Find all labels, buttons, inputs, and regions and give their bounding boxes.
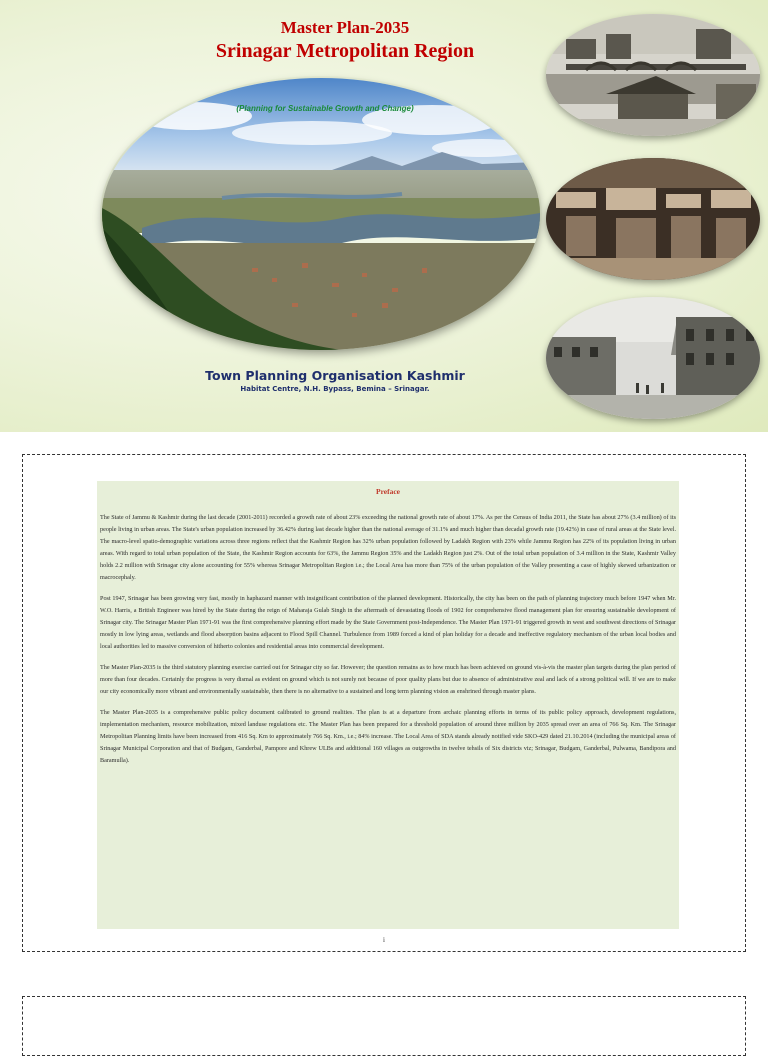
historic-bridge-engraving <box>546 14 760 136</box>
srinagar-aerial-photo <box>102 78 540 350</box>
historic-market-photo <box>546 158 760 280</box>
next-page <box>22 996 746 1056</box>
organization-address: Habitat Centre, N.H. Bypass, Bemina – Srinagar. <box>240 385 430 393</box>
historic-street-photo <box>546 297 760 419</box>
preface-paragraph: Post 1947, Srinagar has been growing very fast, mostly in haphazard manner with insignificant contribution of the planned development. Historically, the city has been on the path of planning trajectory much before 1947 when Mr. W.O. Harris, a British Engineer was hired by the State during the reign of Maharaja Gulab Singh in the aftermath of devastating floods of 1902 for comprehensive flood management plan for ensuring sustainable development of Srinagar city. The Srinagar Master Plan 1971-91 was the first comprehensive planning effort made by the State Government post-Independence. The Master Plan 1971-91 triggered growth in west and southwest directions of Srinagar mostly in low lying areas, wetlands and flood absorption basins adjacent to Flood Spill Channel. Turbulence from 1989 forced a kind of plan holiday for a decade and ineffective regulatory mechanism of the urban local bodies and local authorities led to massive conversion of hitherto colonies and residential areas into commercial development. <box>100 595 676 651</box>
preface-paragraph: The Master Plan-2035 is a comprehensive public policy document calibrated to ground realities. The plan is at a departure from archaic planning efforts in terms of its public policy approach, development regulations, implementation mechanism, resource mobilization, mixed landuse regulations etc. The Master Plan has been prepared for a threshold population of around three million by 2035 spread over an area of 766 Sq. Km. The Srinagar Metropolitan Planning limits have been increased from 416 Sq. Km to approximately 766 Sq. Km., i.e.; 84% increase. The Local Area of SDA stands already notified vide SKO-429 dated 21.10.2014 (including the municipal areas of Srinagar Municipal Corporation and that of Budgam, Ganderbal, Pampore and Khrew ULBs and additional 160 villages as outgrowths in twelve tehsils of Six districts viz; Srinagar, Budgam, Ganderbal, Pulwama, Bandipora and Baramulla). <box>100 708 676 765</box>
preface-paragraph: The Master Plan-2035 is the third statutory planning exercise carried out for Srinagar city so far. However; the question remains as to how much has been achieved on ground vis-à-vis the master plan targets during the plan period of more than four decades. Certainly the progress is very dismal as evident on ground which is not surely not because of poor quality plans but due to absence of administrative zeal and lack of a strong political will. If we are to make our city economically more vibrant and environmentally sustainable, then there is no alternative to a sustained and long term planning vision as enshrined through master plans. <box>100 664 676 696</box>
cover-title-line2: Srinagar Metropolitan Region <box>215 40 475 62</box>
preface-title: Preface <box>375 487 400 496</box>
preface-content <box>97 481 679 929</box>
cover-page <box>0 0 768 432</box>
organization-name: Town Planning Organisation Kashmir <box>205 368 465 383</box>
preface-page <box>22 454 746 952</box>
cover-title-line1: Master Plan-2035 <box>280 18 410 37</box>
page-number: i <box>383 936 385 944</box>
preface-paragraph: The State of Jammu & Kashmir during the last decade (2001-2011) recorded a growth rate of about 23% exceeding the national growth rate of about 17%. As per the Census of India 2011, the State has about 27% (3.4 million) of its people living in urban areas. The State's urban population increased by 36.42% during last decade higher than the national average of 31.1% and much higher than decadal growth rate (19.42%) in case of rural areas at the State level. The macro-level spatio-demographic variations across three regions reflect that the Kashmir Region has 32% urban population followed by Ladakh Region with 23% while Jammu Region has 22% of its population living in urban areas. With regard to total urban population of the State, the Kashmir Region accounts for 63%, the Jammu Region 35% and the Ladakh Region just 2%. Out of the total urban population of 3.4 million in the State, Kashmir Valley holds 2.2 million with Srinagar city alone accounting for 55% whereas Srinagar Metropolitan Region i.e.; the Local Area has more than 75% of the urban population of the Valley presenting a case of highly skewed urbanization or macrocephaly. <box>100 514 676 582</box>
cover-tagline: (Planning for Sustainable Growth and Change) <box>236 104 414 113</box>
